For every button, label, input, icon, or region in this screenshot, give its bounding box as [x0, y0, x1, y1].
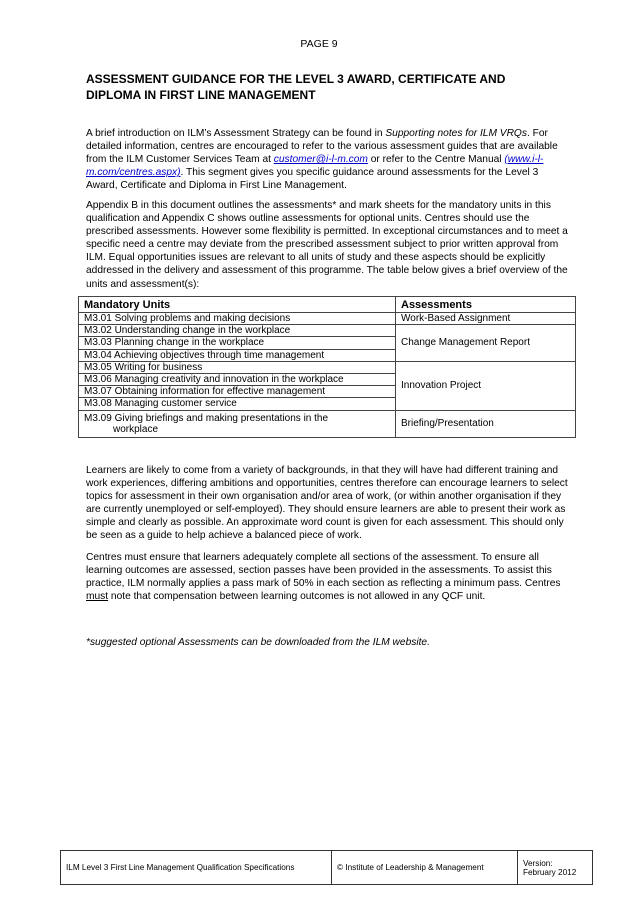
unit-cell — [79, 410, 396, 437]
centre-manual-link[interactable]: (www.i-l-m.com/centres.aspx) — [86, 154, 544, 179]
footer-spec: ILM Level 3 First Line Management Qualification Specifications — [61, 851, 332, 884]
page-footer — [60, 850, 593, 885]
unit-cell: M3.08 Managing customer service — [79, 398, 396, 410]
must-emphasis: must — [86, 591, 109, 603]
unit-cell: M3.02 Understanding change in the workplace — [79, 325, 396, 337]
assessment-cell: Work-Based Assignment — [396, 313, 576, 325]
unit-cell: M3.01 Solving problems and making decisions — [79, 313, 396, 325]
centres-text-b: note that compensation between learning outcomes is not allowed in any QCF unit. — [108, 591, 486, 603]
unit-cell: M3.03 Planning change in the workplace — [79, 337, 396, 349]
footer-version: Version: February 2012 — [523, 858, 577, 877]
unit-9-text: M3.09 Giving briefings and making presentations in the — [84, 412, 329, 424]
page-number: PAGE 9 — [300, 38, 338, 50]
footer-copyright: © Institute of Leadership & Management — [332, 851, 518, 884]
appendix-paragraph: Appendix B in this document outlines the assessments* and mark sheets for the mandatory units in this qualification and Appendix C shows outline assessments for optional units. Centres should use the prescribed assessments. However some flexibility is permitted. In exceptional circumstances and to meet a specific need a centre may deviate from the prescribed assessment subject to prior written approval from ILM. Equal opportunities issues are relevant to all units of study and these aspects should be explicitly addressed in the delivery and assessment of this programme. The table below gives a brief overview of the units and assessment(s): — [86, 200, 568, 290]
centres-text-a: Centres must ensure that learners adequately complete all sections of the assessment. To ensure all learning outcomes are assessed, section passes have been provided in the assessments. To assist this practice, ILM normally applies a pass mark of 50% in each section as reflecting a minimum pass. Centres — [86, 552, 561, 590]
page-title — [86, 71, 556, 103]
assessment-cell: Innovation Project — [396, 361, 576, 410]
assessment-cell: Briefing/Presentation — [396, 410, 576, 437]
unit-cell: M3.07 Obtaining information for effective management — [79, 386, 396, 398]
table-row — [79, 410, 576, 437]
unit-cell: M3.05 Writing for business — [79, 361, 396, 373]
title-line-2: DIPLOMA IN FIRST LINE MANAGEMENT — [86, 88, 316, 102]
table-row — [79, 325, 576, 337]
intro-paragraph — [86, 127, 570, 192]
supporting-notes-ref: Supporting notes for ILM VRQs — [385, 128, 527, 139]
footnote: *suggested optional Assessments can be downloaded from the ILM website. — [86, 637, 430, 648]
unit-cell: M3.06 Managing creativity and innovation in the workplace — [79, 373, 396, 385]
assessment-cell: Change Management Report — [396, 325, 576, 362]
header-mandatory-units: Mandatory Units — [79, 297, 396, 313]
units-table — [78, 296, 576, 438]
centres-paragraph — [86, 551, 570, 603]
table-row — [79, 313, 576, 325]
customer-email-link[interactable]: customer@i-l-m.com — [273, 154, 368, 166]
unit-9-continuation: workplace — [113, 423, 159, 435]
intro-text-d: . This segment gives you specific guidance around assessments for the Level 3 Award, Certificate and Diploma in First Line Management. — [86, 167, 539, 192]
intro-text-b: . For detailed information, centres are encouraged to refer to the various assessment guides that are available from the ILM Customer Services Team at — [86, 128, 558, 166]
unit-cell: M3.04 Achieving objectives through time management — [79, 349, 396, 361]
intro-text-c: or refer to the Centre Manual — [367, 154, 505, 166]
intro-text-a: A brief introduction on ILM’s Assessment Strategy can be found in — [86, 128, 386, 139]
table-header-row — [79, 297, 576, 313]
table-row — [79, 361, 576, 373]
header-assessments: Assessments — [396, 297, 576, 313]
title-line-1: ASSESSMENT GUIDANCE FOR THE LEVEL 3 AWARD, CERTIFICATE AND — [86, 72, 506, 86]
learners-paragraph: Learners are likely to come from a variety of backgrounds, in that they will have had different training and work experiences, differing ambitions and opportunities, centres therefore can encourage learners to select topics for assessment in their own organisation and/or area of work, (or within another organisation if they are currently unemployed or self-employed). They should ensure learners are able to present their work as simple and clearly as possible. An approximate word count is given for each assessment. This should only be seen as a guide to help achieve a balanced piece of work. — [86, 465, 568, 542]
